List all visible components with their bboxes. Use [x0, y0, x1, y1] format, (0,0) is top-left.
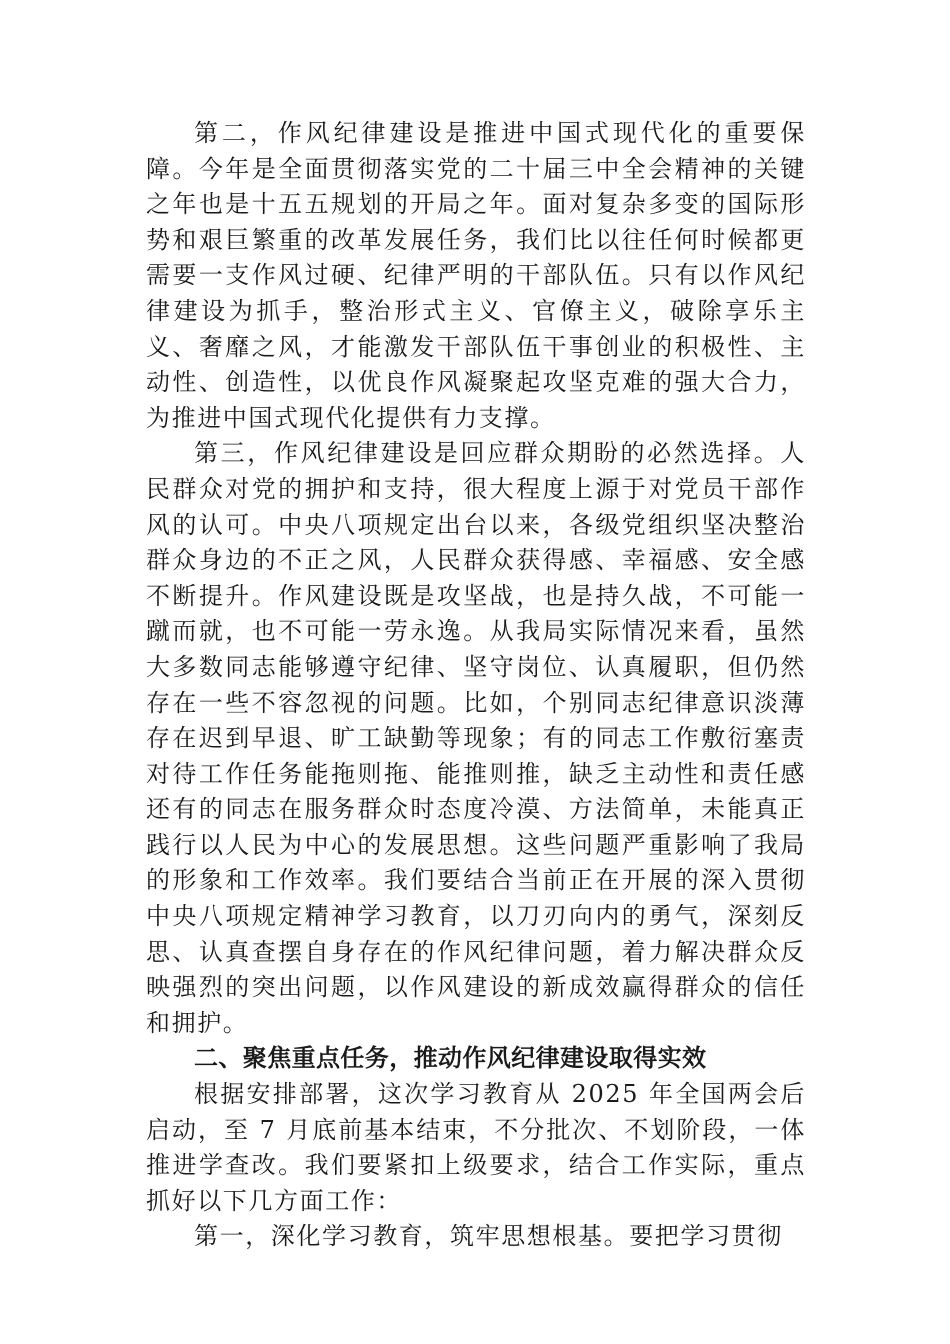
paragraph-arrangement: 根据安排部署，这次学习教育从 2025 年全国两会后启动，至 7 月底前基本结束，不分批次、不划阶段，一体推进学查改。我们要紧扣上级要求，结合工作实际，重点抓好以下几方面工作：	[146, 1080, 806, 1215]
paragraph-second-point: 第二，作风纪律建设是推进中国式现代化的重要保障。今年是全面贯彻落实党的二十届三中全会精神的关键之年也是十五五规划的开局之年。面对复杂多变的国际形势和艰巨繁重的改革发展任务，我们比以往任何时候都更需要一支作风过硬、纪律严明的干部队伍。只有以作风纪律建设为抓手，整治形式主义、官僚主义，破除享乐主义、奢靡之风，才能激发干部队伍干事创业的积极性、主动性、创造性，以优良作风凝聚起攻坚克难的强大合力，为推进中国式现代化提供有力支撑。	[146, 119, 806, 432]
section-heading: 二、聚焦重点任务，推动作风纪律建设取得实效	[194, 1044, 707, 1073]
paragraph-first-task: 第一，深化学习教育，筑牢思想根基。要把学习贯彻	[194, 1222, 783, 1251]
paragraph-third-point: 第三，作风纪律建设是回应群众期盼的必然选择。人民群众对党的拥护和支持，很大程度上源于对党员干部作风的认可。中央八项规定出台以来，各级党组织坚决整治群众身边的不正之风，人民群众获得感、幸福感、安全感不断提升。作风建设既是攻坚战，也是持久战，不可能一蹴而就，也不可能一劳永逸。从我局实际情况来看，虽然大多数同志能够遵守纪律、坚守岗位、认真履职，但仍然存在一些不容忽视的问题。比如，个别同志纪律意识淡薄存在迟到早退、旷工缺勤等现象；有的同志工作敷衍塞责对待工作任务能拖则拖、能推则推，缺乏主动性和责任感还有的同志在服务群众时态度冷漠、方法简单，未能真正践行以人民为中心的发展思想。这些问题严重影响了我局的形象和工作效率。我们要结合当前正在开展的深入贯彻中央八项规定精神学习教育，以刀刃向内的勇气，深刻反思、认真查摆自身存在的作风纪律问题，着力解决群众反映强烈的突出问题，以作风建设的新成效赢得群众的信任和拥护。	[146, 439, 806, 1037]
document-body	[146, 116, 806, 1255]
